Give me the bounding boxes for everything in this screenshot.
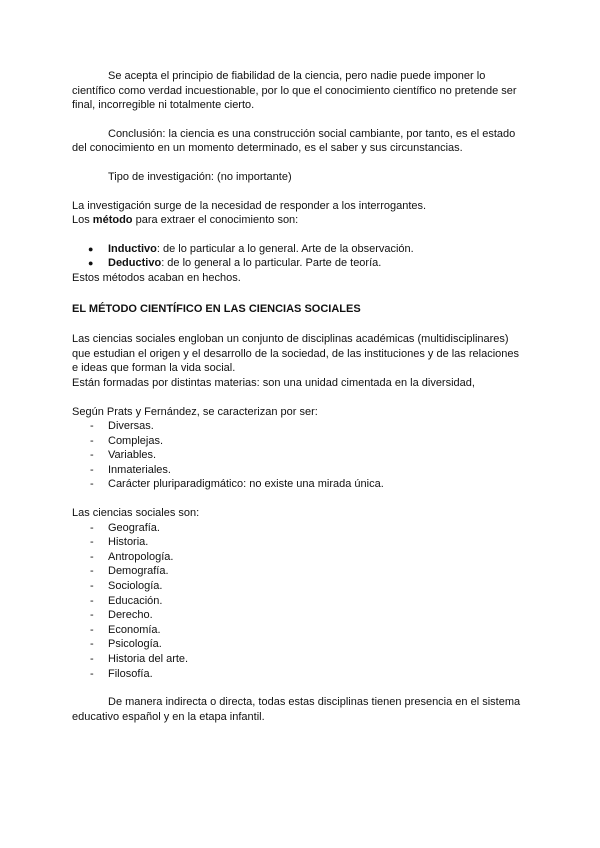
list-item: - Geografía. xyxy=(72,521,528,536)
method-term: Inductivo xyxy=(108,242,157,255)
traits-list xyxy=(72,419,528,492)
list-item xyxy=(72,242,528,257)
method-text: : de lo particular a lo general. Arte de la observación. xyxy=(156,242,414,255)
list-item: - Economía. xyxy=(72,623,528,638)
list-item: - Historia del arte. xyxy=(72,652,528,667)
paragraph-materias: Están formadas por distintas materias: son una unidad cimentada en la diversidad, xyxy=(72,376,475,389)
list-item: - Psicología. xyxy=(72,637,528,652)
document-body xyxy=(72,69,528,724)
metodos-post: para extraer el conocimiento son: xyxy=(132,214,299,227)
paragraph-tipo-investigacion: Tipo de investigación: (no importante) xyxy=(108,170,292,183)
list-item: - Carácter pluriparadigmático: no existe una mirada única. xyxy=(72,477,528,492)
list-item xyxy=(72,256,528,271)
paragraph-prats-fernandez: Según Prats y Fernández, se caracterizan por ser: xyxy=(72,405,318,418)
metodos-pre: Los xyxy=(72,214,93,227)
list-item: - Sociología. xyxy=(72,579,528,594)
paragraph-metodos xyxy=(72,213,528,228)
method-text: : de lo general a lo particular. Parte de teoría. xyxy=(161,257,382,270)
list-item: - Demografía. xyxy=(72,564,528,579)
paragraph-ciencias-sociales: Las ciencias sociales engloban un conjunto de disciplinas académicas (multidisciplinares) que estudian el origen y el desarrollo de la sociedad, de las instituciones y de las relaciones e ideas que forman la vida social. xyxy=(72,333,519,375)
paragraph-metodos-hechos: Estos métodos acaban en hechos. xyxy=(72,271,241,284)
paragraph-disciplinas: Las ciencias sociales son: xyxy=(72,507,200,520)
disciplines-list xyxy=(72,521,528,682)
list-item: - Diversas. xyxy=(72,419,528,434)
list-item: - Historia. xyxy=(72,535,528,550)
paragraph-fiabilidad: Se acepta el principio de fiabilidad de la ciencia, pero nadie puede imponer lo científico como verdad incuestionable, por lo que el conocimiento científico no pretende ser final, incorregible ni totalmente cierto. xyxy=(72,70,517,112)
paragraph-closing: De manera indirecta o directa, todas estas disciplinas tienen presencia en el sistema educativo español y en la etapa infantil. xyxy=(72,696,521,723)
paragraph-conclusion: Conclusión: la ciencia es una construcción social cambiante, por tanto, es el estado del conocimiento en un momento determinado, es el saber y sus circunstancias. xyxy=(72,127,516,155)
list-item: - Inmateriales. xyxy=(72,463,528,478)
paragraph-investigacion: La investigación surge de la necesidad de responder a los interrogantes. xyxy=(72,199,427,212)
method-term: Deductivo xyxy=(108,257,162,270)
list-item: - Educación. xyxy=(72,594,528,609)
list-item: - Complejas. xyxy=(72,434,528,449)
list-item: - Antropología. xyxy=(72,550,528,565)
list-item: - Filosofía. xyxy=(72,667,528,682)
list-item: - Variables. xyxy=(72,448,528,463)
methods-list xyxy=(72,242,528,271)
list-item: - Derecho. xyxy=(72,608,528,623)
section-heading: EL MÉTODO CIENTÍFICO EN LAS CIENCIAS SOCIALES xyxy=(72,302,361,315)
metodos-bold: método xyxy=(92,214,133,227)
